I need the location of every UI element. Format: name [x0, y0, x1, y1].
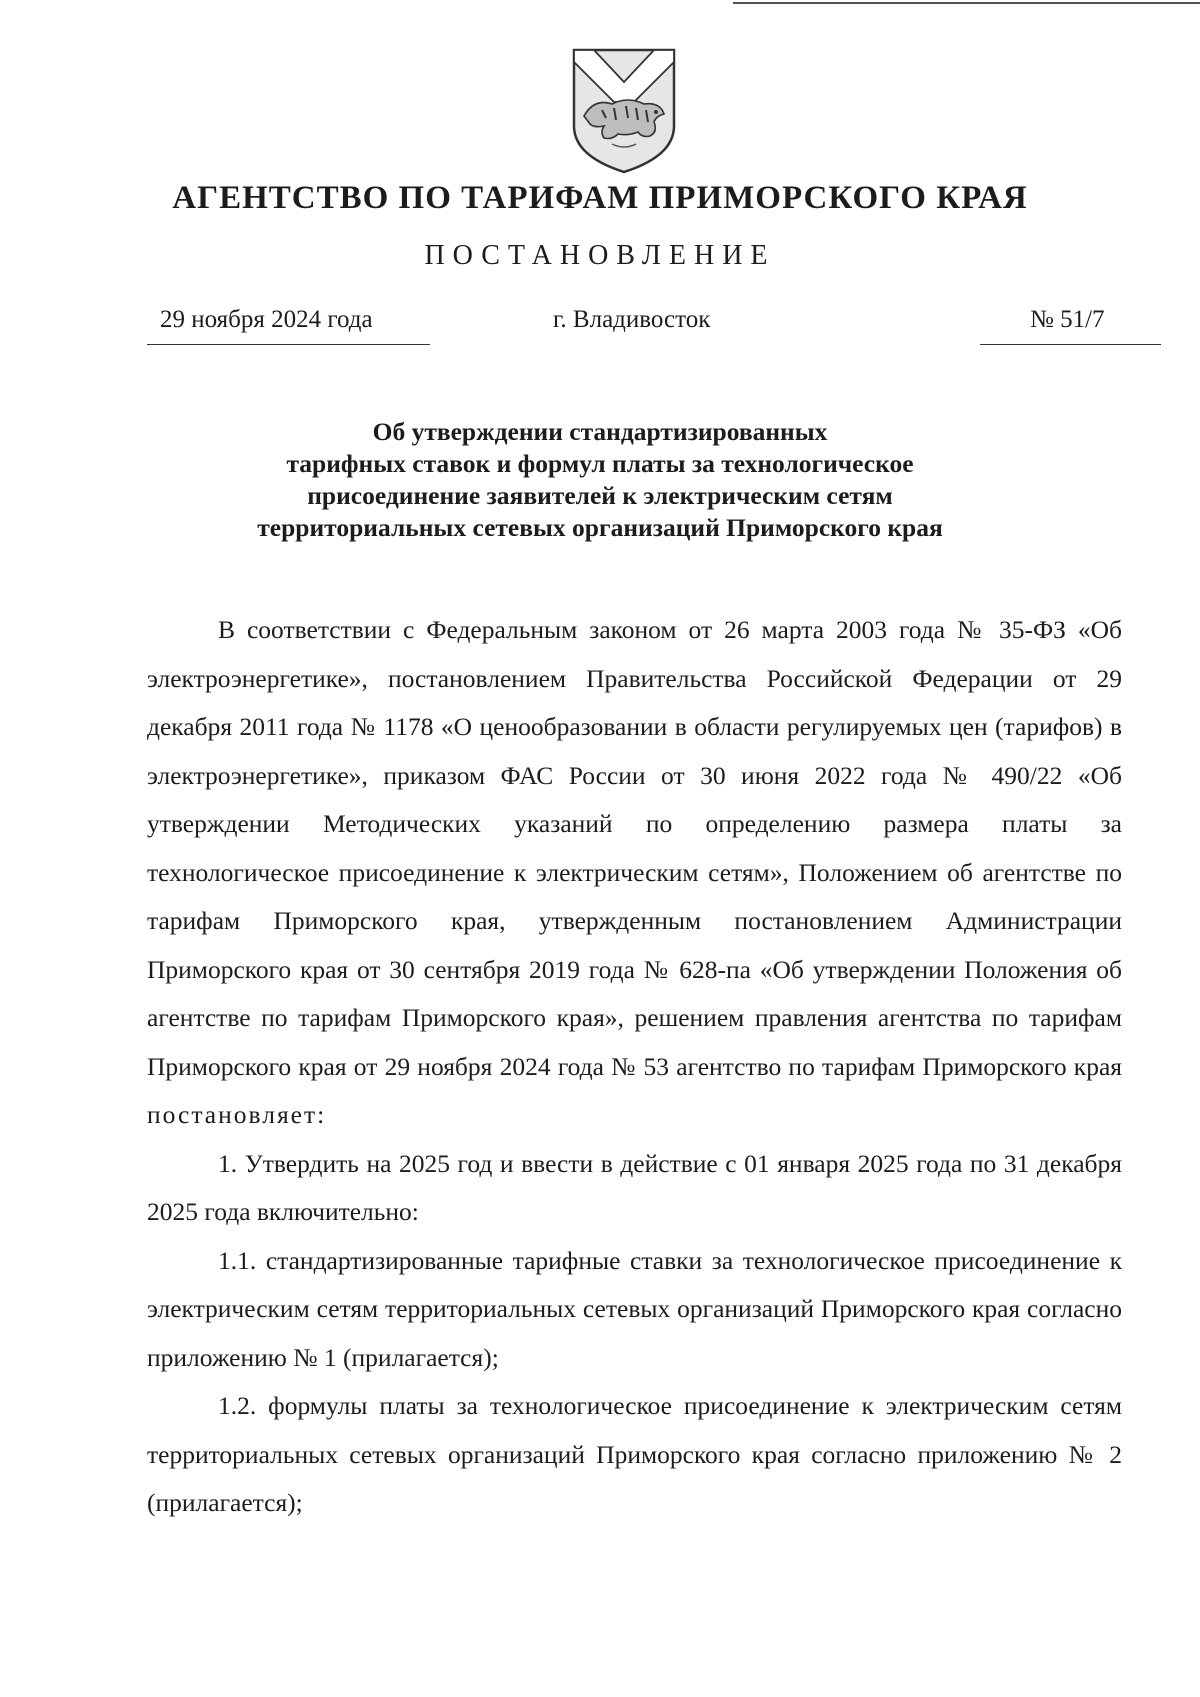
- item-1-paragraph: 1. Утвердить на 2025 год и ввести в действие с 01 января 2025 года по 31 декабря 2025 года включительно:: [147, 1148, 1122, 1226]
- agency-title: АГЕНТСТВО ПО ТАРИФАМ ПРИМОРСКОГО КРАЯ: [172, 180, 1028, 216]
- document-subject: [0, 416, 1200, 544]
- subject-line: присоединение заявителей к электрическим сетям: [307, 481, 893, 510]
- item-1-1-paragraph: 1.1. стандартизированные тарифные ставки за технологическое присоединение к электрическим сетям территориальных сетевых организаций Приморского края согласно приложению № 1 (прилагается);: [147, 1245, 1122, 1372]
- subject-line: территориальных сетевых организаций Приморского края: [257, 513, 943, 542]
- preamble-text: В соответствии с Федеральным законом от 26 марта 2003 года № 35-ФЗ «Об электроэнергетике», постановлением Правительства Российской Федерации от 29 декабря 2011 года № 1178 «О ценообразовании в области регулируемых цен (тарифов) в электроэнергетике», приказом ФАС России от 30 июня 2022 года № 490/22 «Об утверждении Методических указаний по определению размера платы за технологическое присоединение к электрическим сетям», Положением об агентстве по тарифам Приморского края, утвержденным постановлением Администрации Приморского края от 30 сентября 2019 года № 628-па «Об утверждении Положения об агентстве по тарифам Приморского края», решением правления агентства по тарифам Приморского края от 29 ноября 2024 года № 53 агентство по тарифам Приморского края: [147, 615, 1122, 1081]
- subject-line: Об утверждении стандартизированных: [372, 417, 828, 446]
- document-city: г. Владивосток: [553, 306, 711, 333]
- coat-of-arms-emblem: [572, 48, 676, 174]
- document-number: № 51/7: [980, 302, 1161, 345]
- subject-line: тарифных ставок и формул платы за технологическое: [286, 449, 914, 478]
- document-date: 29 ноября 2024 года: [147, 302, 430, 345]
- scan-edge-line: [733, 2, 1200, 4]
- item-1-2-paragraph: 1.2. формулы платы за технологическое присоединение к электрическим сетям территориальных сетевых организаций Приморского края согласно приложению № 2 (прилагается);: [147, 1391, 1122, 1517]
- preamble-paragraph: [147, 606, 1122, 1140]
- preamble-verb: постановляет:: [147, 1100, 327, 1129]
- document-body: [147, 606, 1122, 1528]
- document-type: ПОСТАНОВЛЕНИЕ: [424, 240, 776, 271]
